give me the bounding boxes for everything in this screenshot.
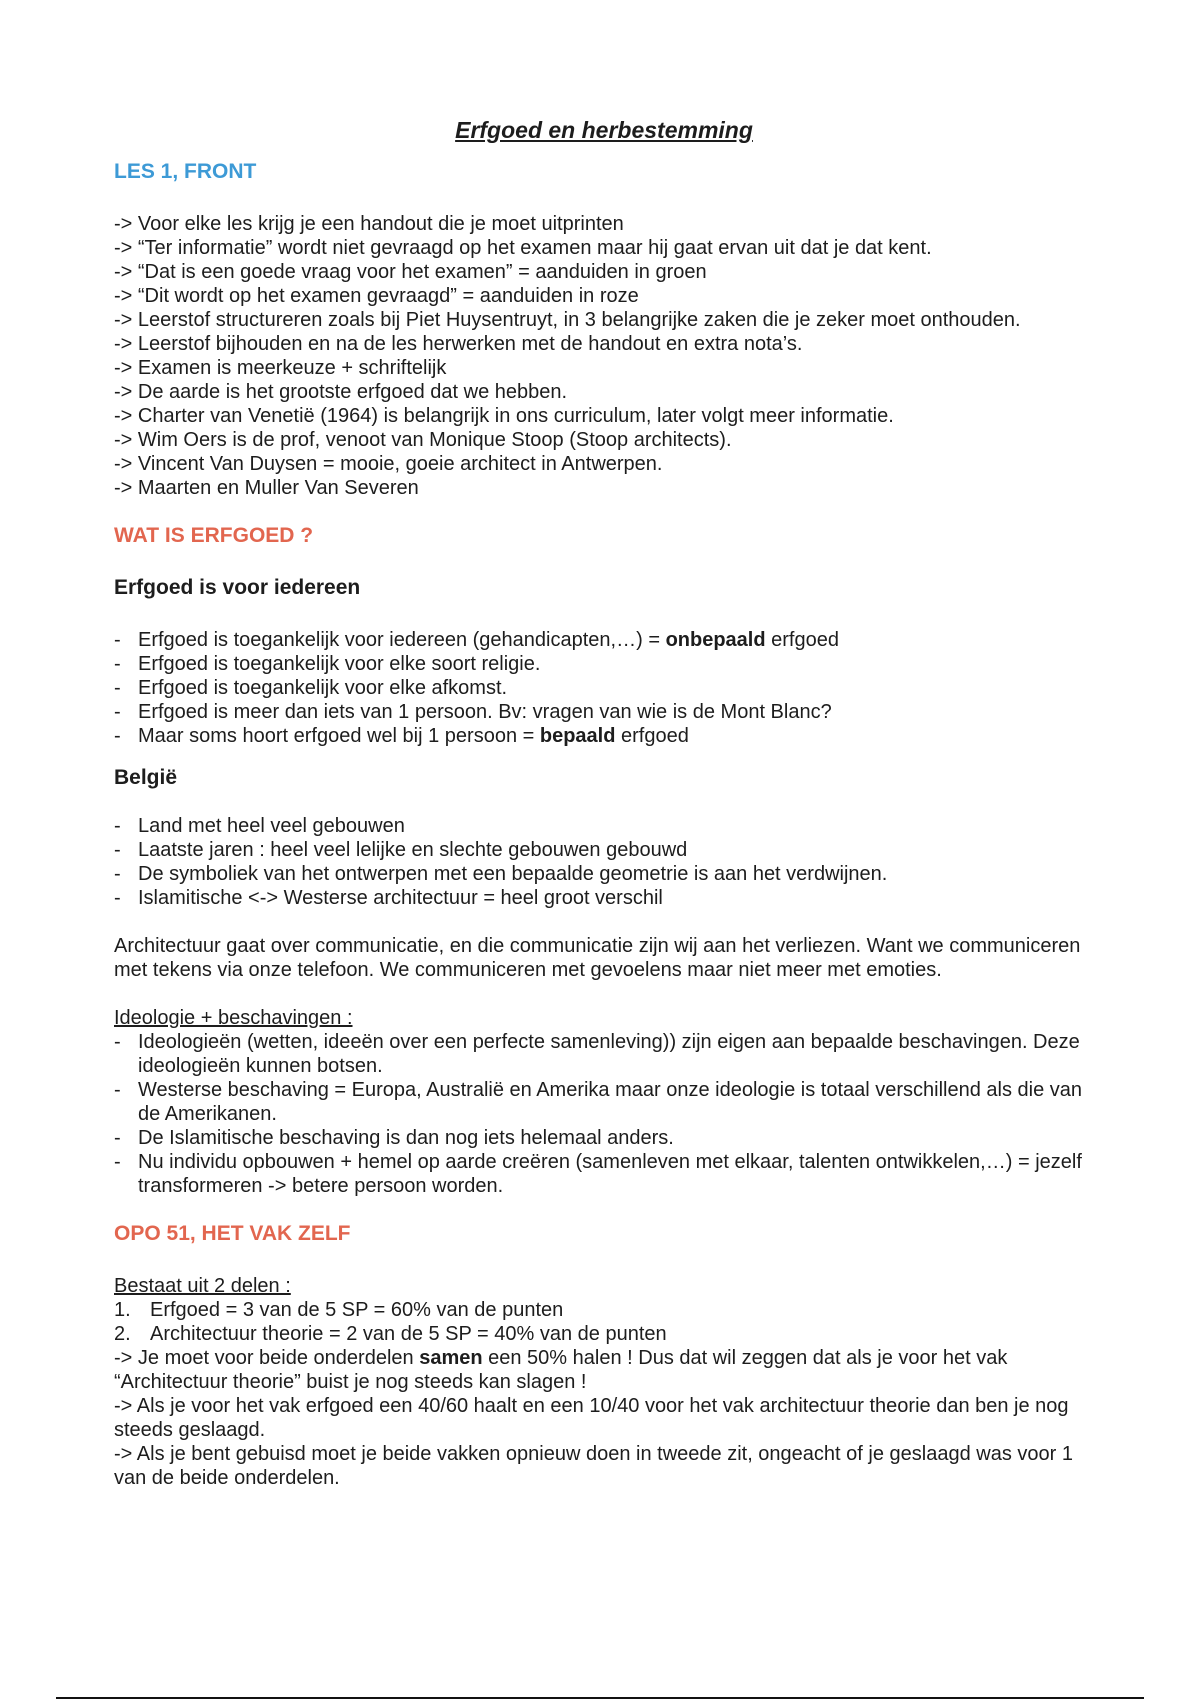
note-line: -> Je moet voor beide onderdelen samen een 50% halen ! Dus dat wil zeggen dat als je voor het vak “Architectuur theorie” buist je nog steeds kan slagen ! — [114, 1347, 1008, 1393]
list-item: - De Islamitische beschaving is dan nog iets helemaal anders. — [114, 1127, 674, 1149]
section-heading-les1: LES 1, FRONT — [114, 160, 257, 183]
subheading-bestaat-uit: Bestaat uit 2 delen : — [114, 1275, 291, 1297]
section-heading-opo51: OPO 51, HET VAK ZELF — [114, 1222, 351, 1245]
subheading-ideologie: Ideologie + beschavingen : — [114, 1007, 353, 1029]
list-item: - Islamitische <-> Westerse architectuur = heel groot verschil — [114, 887, 663, 909]
list-item: 2. Architectuur theorie = 2 van de 5 SP = 40% van de punten — [114, 1323, 667, 1345]
note-line: -> “Dat is een goede vraag voor het examen” = aanduiden in groen — [114, 261, 707, 283]
note-line: -> Leerstof bijhouden en na de les herwerken met de handout en extra nota’s. — [114, 333, 803, 355]
note-line: -> “Ter informatie” wordt niet gevraagd op het examen maar hij gaat ervan uit dat je dat kent. — [114, 237, 932, 259]
note-line: -> Leerstof structureren zoals bij Piet Huysentruyt, in 3 belangrijke zaken die je zeker moet onthouden. — [114, 309, 1021, 331]
note-line: -> Als je voor het vak erfgoed een 40/60 haalt en een 10/40 voor het vak architectuur theorie dan ben je nog steeds geslaagd. — [114, 1395, 1069, 1441]
list-item: - Erfgoed is meer dan iets van 1 persoon. Bv: vragen van wie is de Mont Blanc? — [114, 701, 832, 723]
note-line: -> Charter van Venetië (1964) is belangrijk in ons curriculum, later volgt meer informatie. — [114, 405, 894, 427]
list-item: - Erfgoed is toegankelijk voor elke soort religie. — [114, 653, 541, 675]
subheading-iedereen: Erfgoed is voor iedereen — [114, 576, 361, 599]
note-line: -> Wim Oers is de prof, venoot van Monique Stoop (Stoop architects). — [114, 429, 732, 451]
list-item: - Ideologieën (wetten, ideeën over een perfecte samenleving)) zijn eigen aan bepaalde beschavingen. Deze ideologieën kunnen botsen. — [114, 1031, 1080, 1077]
note-line: -> Maarten en Muller Van Severen — [114, 477, 419, 499]
paragraph-communicatie: Architectuur gaat over communicatie, en die communicatie zijn wij aan het verliezen. Want we communiceren met tekens via onze telefoon. We communiceren met gevoelens maar niet meer met emoties. — [114, 935, 1081, 981]
iedereen-list — [114, 628, 1094, 748]
list-item: - Maar soms hoort erfgoed wel bij 1 persoon = bepaald erfgoed — [114, 725, 689, 747]
footer-divider — [56, 1697, 1144, 1699]
les1-notes — [114, 212, 1094, 500]
document-content — [114, 108, 1094, 1490]
list-item: 1. Erfgoed = 3 van de 5 SP = 60% van de punten — [114, 1299, 564, 1321]
list-item: - Land met heel veel gebouwen — [114, 815, 405, 837]
note-line: -> Examen is meerkeuze + schriftelijk — [114, 357, 447, 379]
section-heading-wat-is-erfgoed: WAT IS ERFGOED ? — [114, 524, 314, 547]
note-line: -> Vincent Van Duysen = mooie, goeie architect in Antwerpen. — [114, 453, 663, 475]
note-line: -> “Dit wordt op het examen gevraagd” = aanduiden in roze — [114, 285, 639, 307]
belgie-list — [114, 814, 1094, 910]
opo-numbered-list — [114, 1298, 1094, 1346]
page-title: Erfgoed en herbestemming — [455, 117, 753, 143]
list-item: - Nu individu opbouwen + hemel op aarde creëren (samenleven met elkaar, talenten ontwikkelen,…) = jezelf transformeren -> betere persoon worden. — [114, 1151, 1082, 1197]
note-line: -> Als je bent gebuisd moet je beide vakken opnieuw doen in tweede zit, ongeacht of je geslaagd was voor 1 van de beide onderdelen. — [114, 1443, 1073, 1489]
list-item: - De symboliek van het ontwerpen met een bepaalde geometrie is aan het verdwijnen. — [114, 863, 888, 885]
ideologie-list — [114, 1030, 1094, 1198]
note-line: -> Voor elke les krijg je een handout die je moet uitprinten — [114, 213, 624, 235]
subheading-belgie: België — [114, 766, 178, 789]
list-item: - Erfgoed is toegankelijk voor iedereen (gehandicapten,…) = onbepaald erfgoed — [114, 629, 839, 651]
list-item: - Erfgoed is toegankelijk voor elke afkomst. — [114, 677, 508, 699]
list-item: - Laatste jaren : heel veel lelijke en slechte gebouwen gebouwd — [114, 839, 688, 861]
note-line: -> De aarde is het grootste erfgoed dat we hebben. — [114, 381, 568, 403]
list-item: - Westerse beschaving = Europa, Australië en Amerika maar onze ideologie is totaal verschillend als die van de Amerikanen. — [114, 1079, 1083, 1125]
